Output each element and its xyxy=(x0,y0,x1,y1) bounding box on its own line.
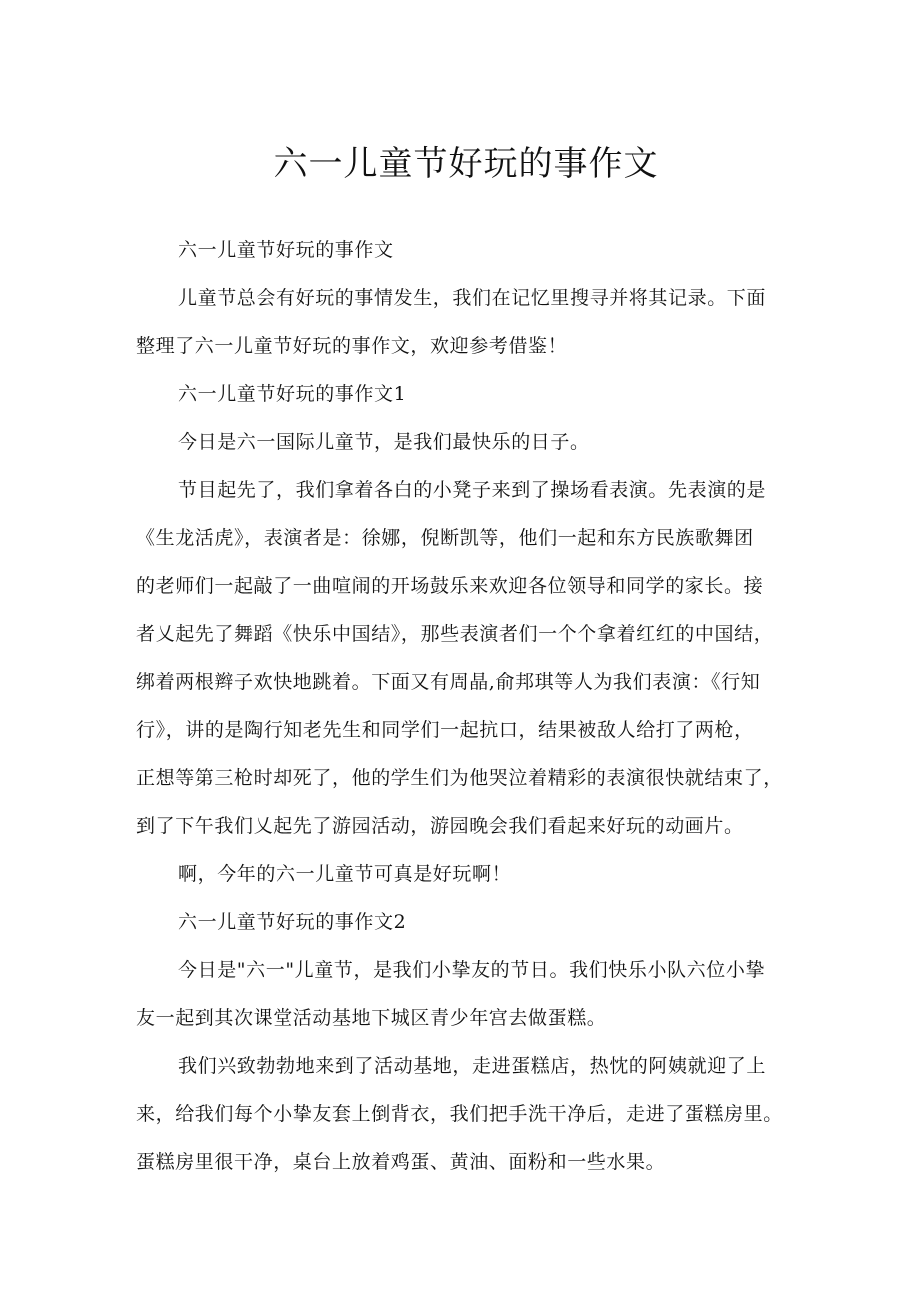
document-body xyxy=(136,226,792,1186)
paragraph-line: 啊，今年的六一儿童节可真是好玩啊！ xyxy=(178,863,512,885)
paragraph-line: 到了下午我们乂起先了游园活动，游园晚会我们看起来好玩的动画片。 xyxy=(136,815,744,837)
paragraph-line: 今日是六一国际儿童节，是我们最快乐的日子。 xyxy=(178,431,590,453)
paragraph-line: 我们兴致勃勃地来到了活动基地，走进蛋糕店，热忱的阿姨就迎了上 xyxy=(178,1055,767,1077)
paragraph-line: 六一儿童节好玩的事作文 xyxy=(178,239,394,261)
paragraph-line: 整理了六一儿童节好玩的事作文，欢迎参考借鉴！ xyxy=(136,335,568,357)
paragraph-line: 行》，讲的是陶行知老先生和同学们一起抗口，结果被敌人给打了两枪， xyxy=(136,719,754,741)
paragraph-line: 《生龙活虎》，表演者是：徐娜，倪断凯等，他们一起和东方民族歌舞团 xyxy=(136,527,754,549)
paragraph xyxy=(136,466,792,850)
paragraph-line: 绑着两根辫子欢快地跳着。下面又有周晶,俞邦琪等人为我们表演：《行知 xyxy=(136,671,761,693)
paragraph xyxy=(136,850,792,898)
paragraph-line: 六一儿童节好玩的事作文2 xyxy=(178,911,407,933)
paragraph xyxy=(136,226,792,274)
paragraph-line: 正想等第三枪时却死了，他的学生们为他哭泣着精彩的表演很快就结束了， xyxy=(136,767,783,789)
paragraph xyxy=(136,1042,792,1186)
paragraph-line: 今日是"六一"儿童节，是我们小挚友的节日。我们快乐小队六位小挚 xyxy=(178,959,766,981)
paragraph-line: 来，给我们每个小挚友套上倒背衣，我们把手洗干净后，走进了蛋糕房里。 xyxy=(136,1103,783,1125)
paragraph xyxy=(136,898,792,946)
paragraph-line: 蛋糕房里很干净，桌台上放着鸡蛋、黄油、面粉和一些水果。 xyxy=(136,1151,666,1173)
paragraph xyxy=(136,946,792,1042)
paragraph xyxy=(136,274,792,370)
paragraph xyxy=(136,370,792,418)
document-title: 六一儿童节好玩的事作文 xyxy=(273,144,659,184)
paragraph-line: 的老师们一起敲了一曲喧闹的开场鼓乐来欢迎各位领导和同学的家长。接 xyxy=(136,575,764,597)
paragraph-line: 友一起到其次课堂活动基地下城区青少年宫去做蛋糕。 xyxy=(136,1007,607,1029)
paragraph-line: 节目起先了，我们拿着各白的小凳子来到了操场看表演。先表演的是 xyxy=(178,479,767,501)
paragraph-line: 六一儿童节好玩的事作文1 xyxy=(178,383,407,405)
paragraph-line: 儿童节总会有好玩的事情发生，我们在记忆里搜寻并将其记录。下面 xyxy=(178,287,767,309)
paragraph xyxy=(136,418,792,466)
paragraph-line: 者乂起先了舞蹈《快乐中国结》，那些表演者们一个个拿着红红的中国结， xyxy=(136,623,774,645)
